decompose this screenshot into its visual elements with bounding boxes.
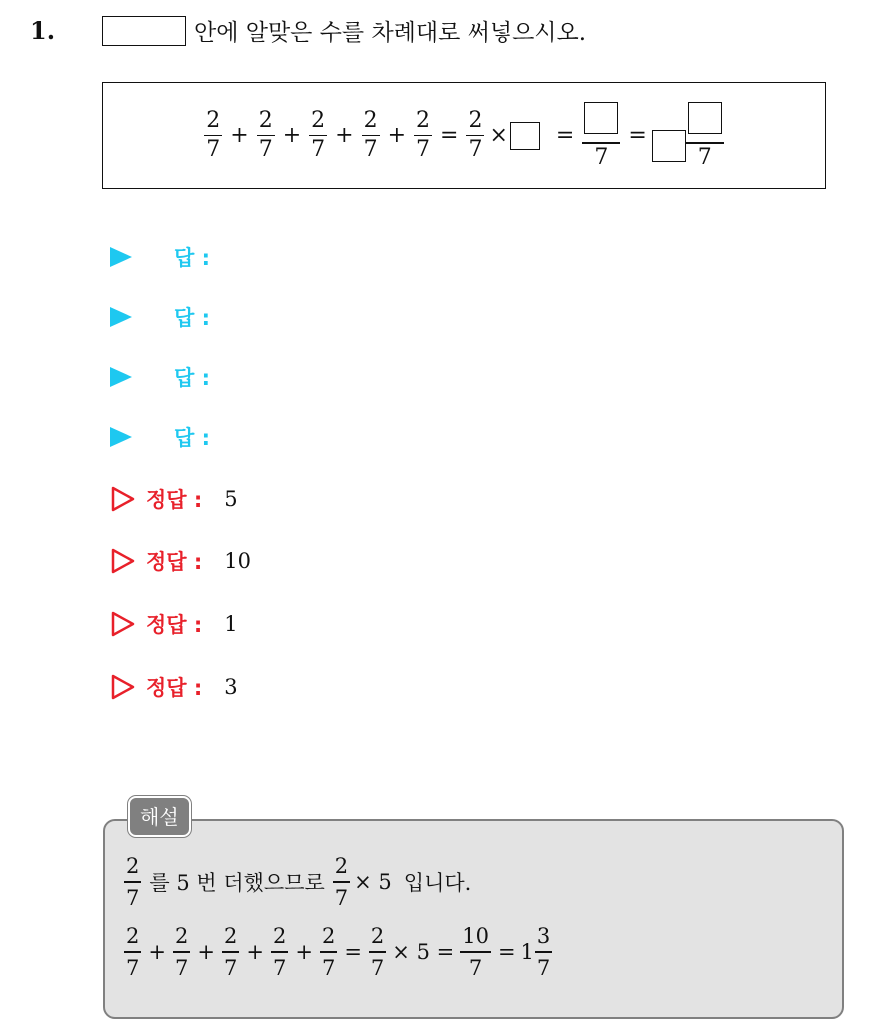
play-arrow-icon <box>110 247 132 267</box>
formula-box <box>102 82 826 189</box>
equals-sign: = <box>555 122 575 148</box>
solution-row-1 <box>110 484 238 514</box>
fraction-2: $\frac{2}{7}$ <box>258 107 273 163</box>
solution-value: 5 <box>224 487 238 511</box>
plus-sign: + <box>387 122 406 148</box>
fraction: $\frac{2}{7}$ <box>272 924 287 980</box>
solution-label: 정답 : <box>146 488 203 512</box>
answer-label: 답 : <box>174 306 210 330</box>
answer-row-2 <box>110 302 210 332</box>
answer-label: 답 : <box>174 246 210 270</box>
times-five-equals: × 5 = <box>392 939 455 964</box>
solution-value: 10 <box>224 549 252 573</box>
solution-label: 정답 : <box>146 676 203 700</box>
answer-label: 답 : <box>174 426 210 450</box>
plus-sign: + <box>282 122 302 148</box>
solution-row-4 <box>110 672 238 702</box>
fraction-4: $\frac{2}{7}$ <box>363 107 378 163</box>
fraction: $\frac{2}{7}$ <box>370 924 385 980</box>
answer-row-4 <box>110 422 210 452</box>
play-arrow-icon <box>110 307 132 327</box>
answer-row-1 <box>110 242 210 272</box>
answer-row-3 <box>110 362 210 392</box>
plus-sign: + <box>335 122 354 148</box>
equals-sign: = <box>628 122 647 148</box>
fraction: $\frac{2}{7}$ <box>126 924 140 980</box>
blank-square-4 <box>688 102 722 134</box>
equals-sign: = <box>440 122 459 148</box>
outline-triangle-icon <box>110 486 136 512</box>
solution-row-3 <box>110 609 238 639</box>
fraction: $\frac{2}{7}$ <box>334 854 349 910</box>
solution-value: 3 <box>224 675 238 699</box>
explanation-line-1 <box>122 854 477 910</box>
explanation-text-end: 입니다. <box>403 870 472 895</box>
question-line <box>102 14 586 47</box>
outline-triangle-icon <box>110 611 136 637</box>
blank-square-2 <box>584 102 618 134</box>
solution-value: 1 <box>224 612 238 636</box>
question-number: 1. <box>30 16 56 45</box>
mixed-fraction: $\frac{3}{7}$ <box>536 924 551 980</box>
play-arrow-icon <box>110 427 132 447</box>
outline-triangle-icon <box>110 674 136 700</box>
plus-sign: + <box>197 939 215 964</box>
fraction: $\frac{2}{7}$ <box>174 924 189 980</box>
blank-box <box>102 16 186 46</box>
solution-label: 정답 : <box>146 613 203 637</box>
plus-sign: + <box>230 122 249 148</box>
fraction-blank-numerator: 7 <box>582 102 620 169</box>
blank-square-1 <box>510 122 540 150</box>
equals-sign: = <box>344 939 362 964</box>
formula-expression <box>201 102 727 169</box>
explanation-line-2 <box>122 924 554 980</box>
times-five: × 5 <box>354 869 392 894</box>
fraction-blank-mixed: 7 <box>686 102 724 169</box>
fraction-5: $\frac{2}{7}$ <box>416 107 430 163</box>
fraction-3: $\frac{2}{7}$ <box>311 107 326 163</box>
play-arrow-icon <box>110 367 132 387</box>
equals-sign: = <box>497 939 516 964</box>
plus-sign: + <box>246 939 264 964</box>
fraction: $\frac{2}{7}$ <box>321 924 336 980</box>
outline-triangle-icon <box>110 548 136 574</box>
plus-sign: + <box>148 939 166 964</box>
fraction: $\frac{2}{7}$ <box>223 924 238 980</box>
fraction-1: $\frac{2}{7}$ <box>206 107 221 163</box>
answer-label: 답 : <box>174 366 210 390</box>
explanation-text: 를 5 번 더했으므로 <box>149 870 325 895</box>
solution-row-2 <box>110 546 251 576</box>
fraction-6: $\frac{2}{7}$ <box>468 107 483 163</box>
explanation-box <box>103 819 844 1019</box>
mixed-whole: 1 <box>520 939 534 964</box>
blank-square-3 <box>652 130 686 162</box>
plus-sign: + <box>295 939 313 964</box>
fraction: $\frac{2}{7}$ <box>126 854 140 910</box>
explanation-tab: 해설 <box>128 796 191 837</box>
solution-label: 정답 : <box>146 550 203 574</box>
times-sign: × <box>489 122 508 148</box>
question-instruction: 안에 알맞은 수를 차례대로 써넣으시오. <box>194 20 587 46</box>
fraction-ten-sevenths: $\frac{10}{7}$ <box>462 924 489 980</box>
